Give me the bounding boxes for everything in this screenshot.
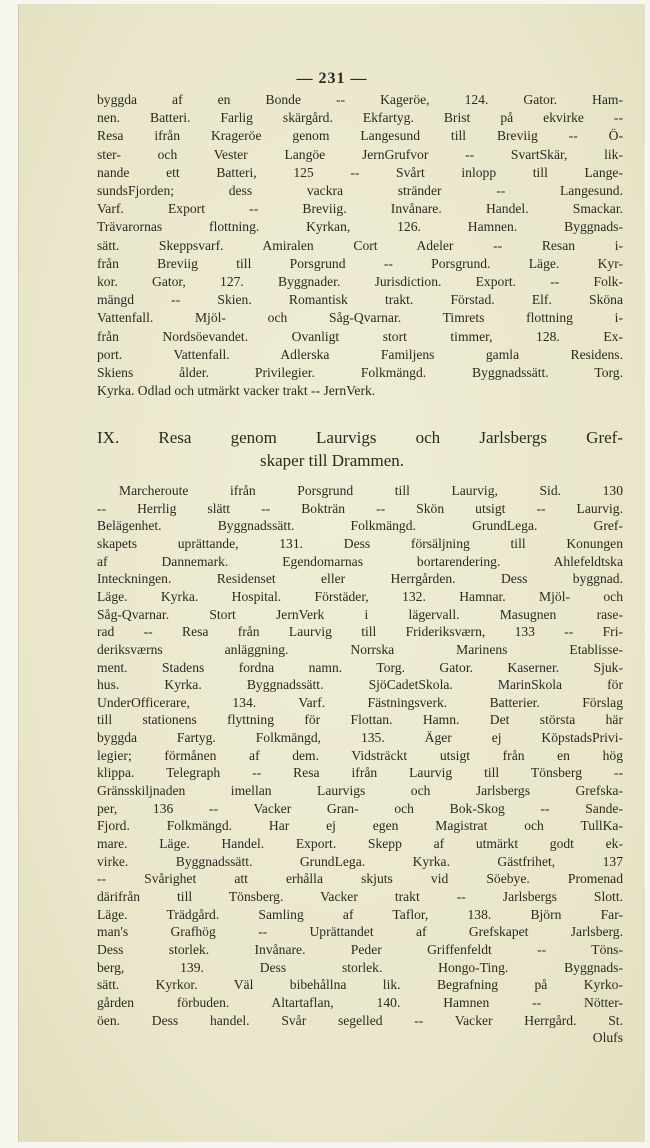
text-line: Skiens ålder. Privilegier. Folkmängd. Byggnadssätt. Torg. (97, 365, 623, 380)
text-line: port. Vattenfall. Adlerska Familjens gamla Residens. (97, 346, 623, 362)
text-line: till stationens flyttning för Flottan. Hamn. Det största här (97, 712, 623, 728)
catchword: Olufs (592, 1030, 623, 1045)
text-line: från Nordsöevandet. Ovanligt stort timmer, 128. Ex- (97, 328, 623, 344)
text-line: mare. Läge. Handel. Export. Skepp af utmärkt godt ek- (97, 836, 623, 851)
text-line: Fjord. Folkmängd. Har ej egen Magistrat och TullKa- (97, 818, 623, 834)
text-line: Varf. Export -- Breviig. Invånare. Handel. Smackar. (97, 201, 623, 217)
text-line: skapets uprättande, 131. Dess försäljning till Konungen (97, 535, 623, 551)
text-line: per, 136 -- Vacker Gran- och Bok-Skog -- Sande- (97, 800, 623, 816)
text-line: -- Svårighet att erhålla skjuts vid Söebye. Promenad (97, 871, 623, 887)
text-line: sundsFjorden; dess vackra stränder -- Langesund. (97, 183, 623, 198)
text-line: man's Grafhög -- Uprättandet af Grefskapet Jarlsberg. (97, 924, 623, 940)
text-line: af Dannemark. Egendomarnas bortarendering. Ahlefeldtska (97, 553, 623, 569)
text-line: sätt. Skeppsvarf. Amiralen Cort Adeler -- Resan i- (97, 237, 623, 253)
text-line: virke. Byggnadssätt. GrundLega. Kyrka. Gästfrihet, 137 (97, 853, 623, 869)
text-line: deriksværns anläggning. Norrska Marinens Etablisse- (97, 641, 623, 657)
text-line: byggda Fartyg. Folkmängd, 135. Äger ej KöpstadsPrivi- (97, 730, 623, 746)
text-line: Trävarornas flottning. Kyrkan, 126. Hamnen. Byggnads- (97, 219, 623, 235)
text-line: nande ett Batteri, 125 -- Svårt inlopp till Lange- (97, 164, 623, 180)
text-line: Vattenfall. Mjöl- och Såg-Qvarnar. Timrets flottning i- (97, 310, 623, 326)
text-line: rad -- Resa från Laurvig till Frideriksværn, 133 -- Fri- (97, 624, 623, 640)
book-page (18, 4, 645, 1142)
chapter-heading: IX. Resa genom Laurvigs och Jarlsbergs Gref- (97, 428, 623, 447)
text-line: Läge. Trädgård. Samling af Taflor, 138. Björn Far- (97, 906, 623, 922)
text-line: Gränsskiljnaden imellan Laurvigs och Jarlsbergs Grefska- (97, 783, 623, 799)
page-number: — 231 — (296, 70, 368, 87)
text-line: Kyrka. Odlad och utmärkt vacker trakt -- JernVerk. (97, 383, 376, 399)
text-line: byggda af en Bonde -- Kageröe, 124. Gator. Ham- (97, 92, 623, 107)
text-line: sätt. Kyrkor. Väl bibehållna lik. Begrafning på Kyrko- (97, 977, 623, 993)
text-line: legier; förmånen af dem. Vidsträckt utsigt från en hög (97, 747, 623, 763)
text-line: öen. Dess handel. Svår segelled -- Vacker Herrgård. St. (97, 1012, 623, 1028)
text-line: Såg-Qvarnar. Stort JernVerk i lägervall. Masugnen rase- (97, 606, 623, 622)
text-line: Resa ifrån Krageröe genom Langesund till Breviig -- Ö- (97, 128, 623, 144)
chapter-heading-continued: skaper till Drammen. (260, 451, 404, 470)
text-line: Läge. Kyrka. Hospital. Förstäder, 132. Hamnar. Mjöl- och (97, 588, 623, 604)
page-number-text: 231 (318, 70, 346, 87)
text-line: gården förbuden. Altartaflan, 140. Hamnen -- Nötter- (97, 994, 623, 1010)
text-line: UnderOfficerare, 134. Varf. Fästningsverk. Batterier. Förslag (97, 694, 623, 710)
text-line: Inteckningen. Residenset eller Herrgården. Dess byggnad. (97, 571, 623, 587)
text-line: -- Herrlig slätt -- Bokträn -- Skön utsigt -- Laurvig. (97, 500, 623, 516)
text-line: mängd -- Skien. Romantisk trakt. Förstad. Elf. Sköna (97, 292, 623, 308)
text-line: Dess storlek. Invånare. Peder Griffenfeldt -- Töns- (97, 941, 623, 957)
text-line: från Breviig till Porsgrund -- Porsgrund. Läge. Kyr- (97, 255, 623, 271)
text-line: klippa. Telegraph -- Resa ifrån Laurvig till Tönsberg -- (97, 765, 623, 781)
text-line: ster- och Vester Langöe JernGrufvor -- SvartSkär, lik- (97, 146, 623, 162)
text-line: ment. Stadens fordna namn. Torg. Gator. Kaserner. Sjuk- (97, 659, 623, 675)
text-line: berg, 139. Dess storlek. Hongo-Ting. Byggnads- (97, 959, 623, 975)
text-line: Marcheroute ifrån Porsgrund till Laurvig, Sid. 130 (119, 483, 623, 498)
text-line: nen. Batteri. Farlig skärgård. Ekfartyg. Brist på ekvirke -- (97, 110, 623, 126)
text-line: kor. Gator, 127. Byggnader. Jurisdiction. Export. -- Folk- (97, 274, 623, 289)
text-line: hus. Kyrka. Byggnadssätt. SjöCadetSkola. MarinSkola för (97, 677, 623, 693)
text-line: därifrån till Tönsberg. Vacker trakt -- Jarlsbergs Slott. (97, 888, 623, 904)
text-line: Belägenhet. Byggnadssätt. Folkmängd. GrundLega. Gref- (97, 518, 623, 534)
